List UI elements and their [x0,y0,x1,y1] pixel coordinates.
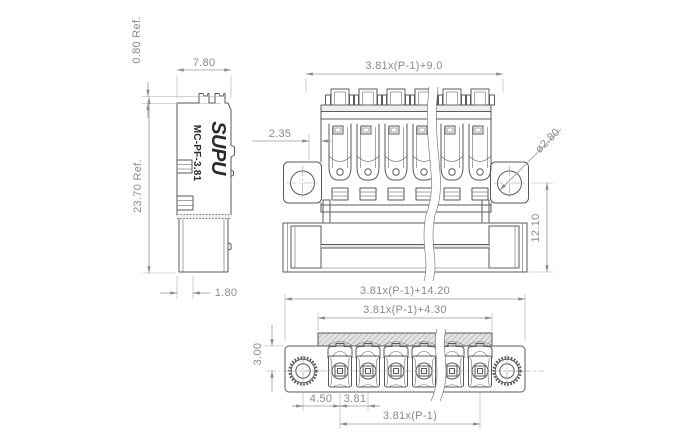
mounting-hook-left [323,200,330,222]
mounting-hook-right [482,200,489,222]
mounting-flange-right [491,162,529,203]
side-view [131,16,237,299]
dim-side-width [177,57,231,98]
svg-text:4.50: 4.50 [309,393,333,405]
dim-hole-diameter [500,126,563,190]
svg-text:3.81x(P-1)+4.30: 3.81x(P-1)+4.30 [363,304,447,316]
svg-text:3.00: 3.00 [252,342,264,366]
break-lines-front [424,87,440,281]
front-view-body [283,89,529,272]
dim-side-height-ref [132,97,176,273]
bottom-view-body [266,333,544,392]
base-rail [283,223,527,272]
dim-bottom-edge-offset [252,325,284,392]
model-number: MC-PF-3.81 [191,124,202,182]
dim-front-width-formula [306,60,503,92]
svg-text:3.81x(P-1): 3.81x(P-1) [382,410,438,422]
svg-text:3.81x(P-1)+9.0: 3.81x(P-1)+9.0 [365,60,443,72]
mounting-flange-left [284,162,322,203]
svg-text:3.81: 3.81 [343,393,367,405]
svg-text:ø2.80: ø2.80 [533,126,563,156]
brand-logo: SUPU [207,121,229,175]
svg-text:7.80: 7.80 [192,57,216,69]
dim-front-offset [252,128,331,162]
svg-text:0.80 Ref.: 0.80 Ref. [131,16,143,64]
svg-text:2.35: 2.35 [268,128,292,140]
bottom-view [252,285,544,429]
svg-text:12.10: 12.10 [530,213,542,243]
front-view [252,60,563,281]
svg-text:23.70 Ref.: 23.70 Ref. [132,159,144,213]
dim-bottom-body [318,304,492,331]
svg-text:1.80: 1.80 [214,287,238,299]
dim-side-bottom-width [160,276,237,299]
svg-text:3.81x(P-1)+14.20: 3.81x(P-1)+14.20 [359,285,451,297]
dim-front-height [529,183,553,272]
